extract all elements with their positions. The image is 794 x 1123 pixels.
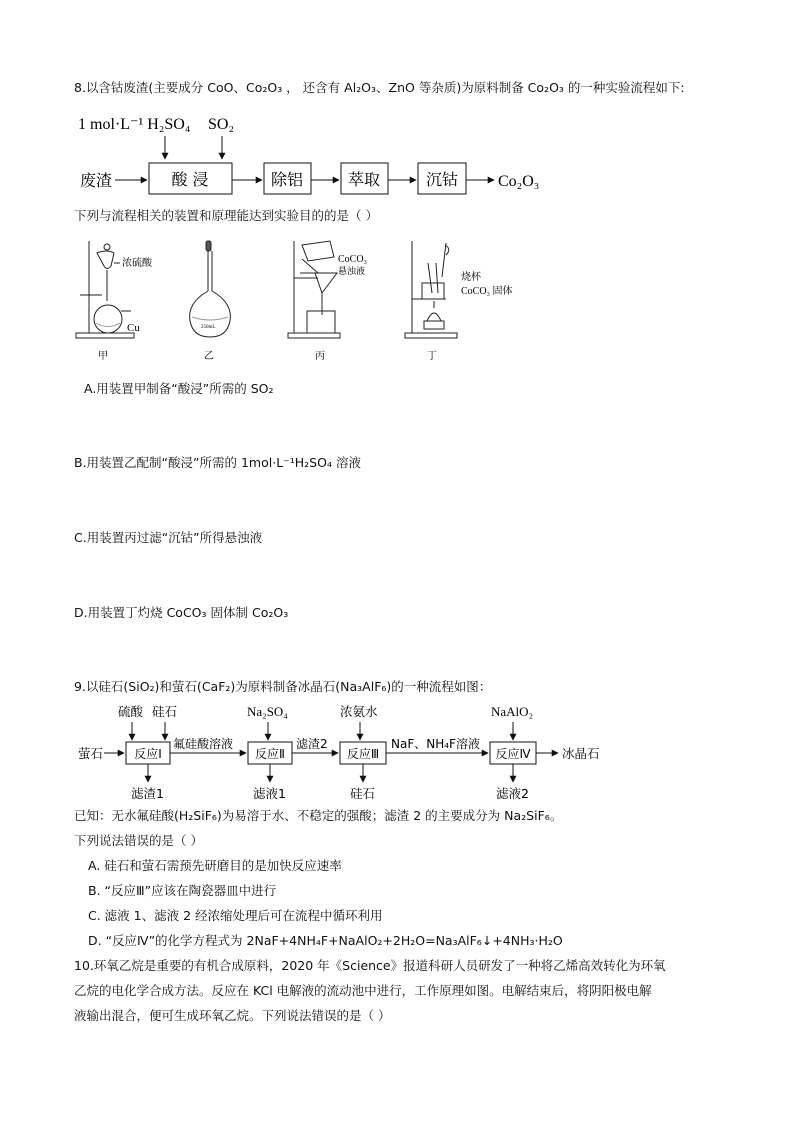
apparatus-yi (190, 241, 231, 337)
q9-flow-start: 萤石 (78, 746, 104, 761)
jia-metal-label: Cu (127, 322, 140, 334)
q8-apparatus (0, 233, 794, 373)
q8-option-d: D.用装置丁灼烧 CoCO₃ 固体制 Co₂O₃ (74, 605, 289, 620)
q9-option-c: C. 滤液 1、滤液 2 经浓缩处理后可在流程中循环利用 (88, 908, 383, 923)
q8-step-extract: 萃取 (347, 170, 381, 189)
q9-arrow-fluorosilicic: 氟硅酸溶液 (173, 737, 234, 751)
q9-flow-end: 冰晶石 (562, 746, 600, 761)
q9-option-d: D. “反应Ⅳ”的化学方程式为 2NaF+4NH₄F+NaAlO₂+2H₂O=Na₃AlF₆↓+4NH₃·H₂O (88, 933, 563, 948)
q9-stem: 9.以硅石(SiO₂)和萤石(CaF₂)为原料制备冰晶石(Na₃AlF₆)的一种流程如图： (74, 679, 492, 694)
q9-reaction-1: 反应Ⅰ (134, 747, 162, 761)
bing-reagent-label-2: 悬浊液 (338, 267, 366, 277)
ding-reagent-label-2: CoCO₃ 固体 (461, 286, 513, 297)
q9-bottom-residue1: 滤渣1 (131, 786, 164, 801)
q9-top-sulfuric-acid: 硫酸 (118, 704, 144, 719)
q10-stem-line1: 10.环氧乙烷是重要的有机合成原料，2020 年《Science》报道科研人员研发了一种将乙烯高效转化为环氧 (74, 958, 666, 973)
q8-flowchart (0, 105, 794, 215)
q9-top-silica: 硅石 (152, 704, 178, 719)
jia-caption: 甲 (98, 351, 108, 362)
q8-step-acid-leach: 酸 浸 (171, 170, 209, 189)
bing-reagent-label: CoCO₃ (338, 254, 368, 265)
q9-arrow-naf-solution: NaF、NH₄F溶液 (391, 737, 480, 751)
q9-reaction-3: 反应Ⅲ (346, 747, 380, 761)
q8-option-a: A.用装置甲制备“酸浸”所需的 SO₂ (84, 381, 274, 396)
q9-known-info: 已知：无水氟硅酸(H₂SiF₆)为易溶于水、不稳定的强酸；滤渣 2 的主要成分为 Na₂SiF₆。 (74, 808, 563, 823)
apparatus-bing (288, 241, 340, 338)
apparatus-jia (76, 241, 134, 338)
q9-arrow-residue2: 滤渣2 (296, 737, 328, 751)
q8-stem: 8.以含钴废渣(主要成分 CoO、Co₂O₃ ， 还含有 Al₂O₃、ZnO 等杂质)为原料制备 Co₂O₃ 的一种实验流程如下: (74, 80, 685, 95)
q9-flowchart (0, 700, 794, 804)
q9-bottom-filtrate2: 滤液2 (496, 786, 529, 801)
q9-bottom-silica: 硅石 (350, 786, 376, 801)
q8-reagent-h2so4: 1 mol·L⁻¹ H₂SO₄ (78, 116, 191, 133)
q9-top-ammonia: 浓氨水 (340, 704, 378, 719)
q10-stem-line3: 液输出混合，便可生成环氧乙烷。下列说法错误的是（ ） (74, 1008, 391, 1023)
ding-caption: 丁 (427, 351, 437, 362)
q10-stem-line2: 乙烷的电化学合成方法。反应在 KCl 电解液的流动池中进行，工作原理如图。电解结束后，将阴阳极电解 (74, 983, 652, 998)
q9-reaction-2: 反应Ⅱ (255, 747, 285, 761)
q9-bottom-filtrate1: 滤液1 (253, 786, 286, 801)
q9-option-b: B. “反应Ⅲ”应该在陶瓷器皿中进行 (88, 883, 277, 898)
q8-option-c: C.用装置丙过滤“沉钴”所得悬浊液 (74, 530, 263, 545)
yi-caption: 乙 (204, 351, 214, 362)
q9-top-naalo2: NaAlO₂ (491, 704, 534, 719)
q8-question: 下列与流程相关的装置和原理能达到实验目的的是（ ） (74, 208, 378, 223)
q8-option-b: B.用装置乙配制“酸浸”所需的 1mol·L⁻¹H₂SO₄ 溶液 (74, 455, 361, 470)
bing-caption: 丙 (315, 351, 325, 362)
q8-step-remove-al: 除铝 (270, 170, 304, 189)
q8-step-precip-co: 沉钴 (425, 170, 459, 189)
q9-option-a: A. 硅石和萤石需预先研磨目的是加快反应速率 (88, 858, 342, 873)
q8-flow-product: Co₂O₃ (498, 173, 540, 190)
q8-flow-start: 废渣 (80, 171, 113, 190)
q9-reaction-4: 反应Ⅳ (495, 747, 531, 761)
ding-reagent-label: 烧杯 (461, 272, 481, 283)
q8-reagent-so2: SO₂ (208, 116, 235, 133)
jia-reagent-label: 浓硫酸 (122, 258, 152, 269)
q9-question: 下列说法错误的是（ ） (74, 833, 203, 848)
apparatus-ding (405, 241, 457, 338)
yi-flask-mark: 250mL (201, 325, 216, 330)
q9-top-na2so4: Na₂SO₄ (247, 704, 288, 719)
